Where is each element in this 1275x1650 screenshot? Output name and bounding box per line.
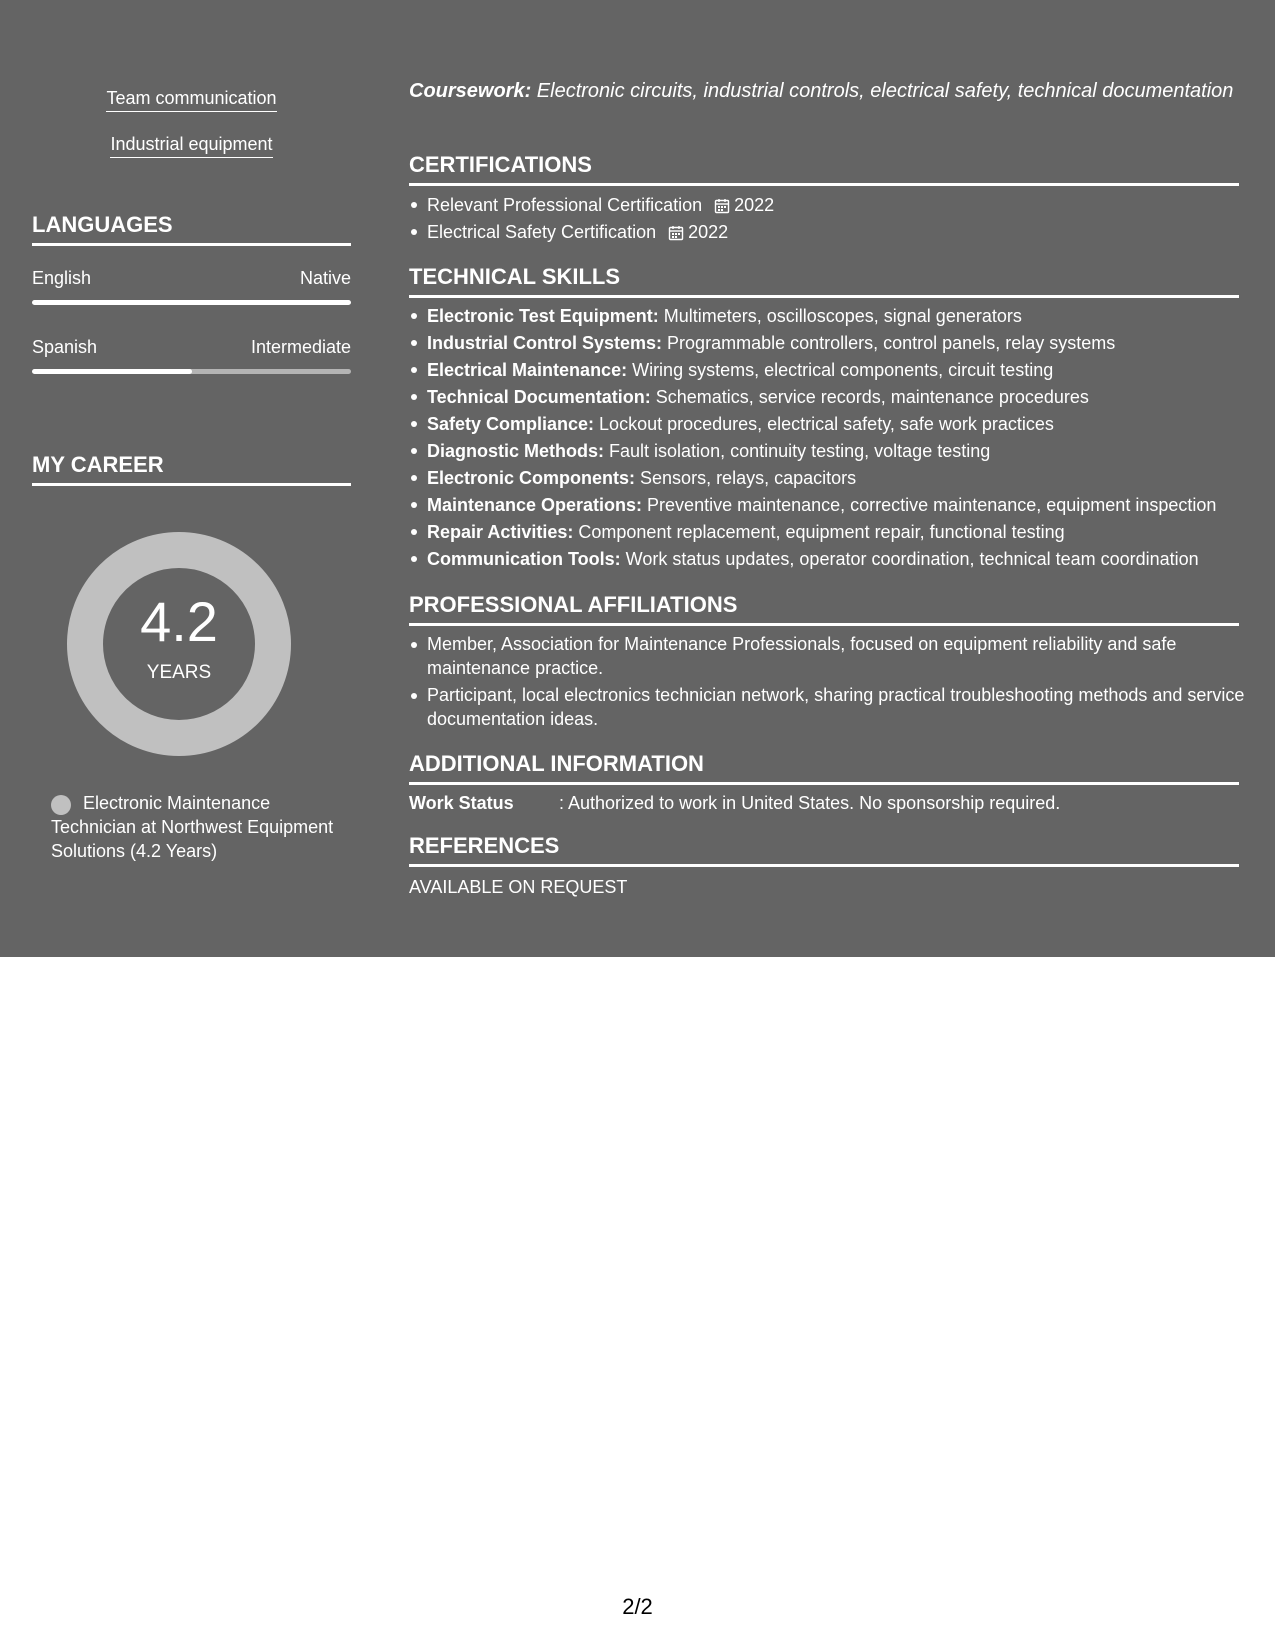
list-item: Repair Activities: Component replacement, equipment repair, functional testing bbox=[427, 519, 1257, 546]
career-years-value: 4.2 bbox=[140, 590, 218, 653]
list-item: Communication Tools: Work status updates, operator coordination, technical team coordination bbox=[427, 546, 1257, 573]
certification-name: Relevant Professional Certification bbox=[427, 195, 703, 215]
skill-tag: Industrial equipment bbox=[32, 134, 351, 158]
list-item: Member, Association for Maintenance Professionals, focused on equipment reliability and safe maintenance practice. bbox=[427, 632, 1257, 680]
certification-name: Electrical Safety Certification bbox=[427, 222, 657, 242]
calendar-icon bbox=[714, 198, 730, 214]
list-item: Diagnostic Methods: Fault isolation, continuity testing, voltage testing bbox=[427, 438, 1257, 465]
list-item: Safety Compliance: Lockout procedures, electrical safety, safe work practices bbox=[427, 411, 1257, 438]
language-level: Intermediate bbox=[250, 337, 351, 357]
coursework-text: Electronic circuits, industrial controls, electrical safety, technical documentation bbox=[531, 80, 1234, 102]
list-item: Maintenance Operations: Preventive maintenance, corrective maintenance, equipment inspection bbox=[427, 492, 1257, 519]
list-item: Technical Documentation: Schematics, service records, maintenance procedures bbox=[427, 384, 1257, 411]
language-level: Native bbox=[299, 268, 351, 288]
list-item: Electrical Maintenance: Wiring systems, electrical components, circuit testing bbox=[427, 357, 1257, 384]
coursework-label: Coursework: bbox=[409, 80, 532, 102]
languages-heading: LANGUAGES bbox=[32, 212, 351, 246]
calendar-icon bbox=[668, 225, 684, 241]
language-proficiency-bar bbox=[32, 369, 351, 374]
certification-year: 2022 bbox=[734, 195, 775, 215]
list-item: Electronic Test Equipment: Multimeters, oscilloscopes, signal generators bbox=[427, 303, 1257, 330]
work-status-label: Work Status bbox=[409, 793, 514, 813]
affiliations-list bbox=[409, 632, 1257, 734]
language-proficiency-bar bbox=[32, 300, 351, 305]
coursework bbox=[409, 79, 1239, 103]
language-row bbox=[32, 337, 351, 358]
references-text: AVAILABLE ON REQUEST bbox=[409, 877, 628, 897]
list-item: Electronic Components: Sensors, relays, capacitors bbox=[427, 465, 1257, 492]
language-proficiency-fill bbox=[32, 300, 351, 305]
technical-skills-heading: TECHNICAL SKILLS bbox=[409, 264, 1239, 298]
language-name: Spanish bbox=[32, 337, 98, 357]
work-status-value: : Authorized to work in United States. No sponsorship required. bbox=[559, 793, 1061, 813]
list-item: Participant, local electronics technician network, sharing practical troubleshooting methods and service documentation ideas. bbox=[427, 683, 1257, 731]
skill-tag: Team communication bbox=[32, 88, 351, 112]
technical-skills-list bbox=[409, 303, 1257, 573]
work-status-row bbox=[409, 793, 1239, 814]
references-heading: REFERENCES bbox=[409, 833, 1239, 867]
certifications-list bbox=[409, 192, 1257, 246]
career-entry: Electronic Maintenance Technician at Northwest Equipment Solutions (4.2 Years) bbox=[51, 793, 334, 861]
language-name: English bbox=[32, 268, 92, 288]
list-item bbox=[427, 192, 1257, 219]
affiliations-heading: PROFESSIONAL AFFILIATIONS bbox=[409, 592, 1239, 626]
career-years-donut bbox=[67, 532, 291, 756]
additional-info-heading: ADDITIONAL INFORMATION bbox=[409, 751, 1239, 785]
language-row bbox=[32, 268, 351, 289]
career-heading: MY CAREER bbox=[32, 452, 351, 486]
language-proficiency-fill bbox=[32, 369, 192, 374]
list-item bbox=[427, 219, 1257, 246]
certifications-heading: CERTIFICATIONS bbox=[409, 152, 1239, 186]
certification-year: 2022 bbox=[688, 222, 729, 242]
career-years-unit: YEARS bbox=[146, 662, 212, 683]
page-number: 2/2 bbox=[622, 1594, 653, 1619]
list-item: Industrial Control Systems: Programmable controllers, control panels, relay systems bbox=[427, 330, 1257, 357]
